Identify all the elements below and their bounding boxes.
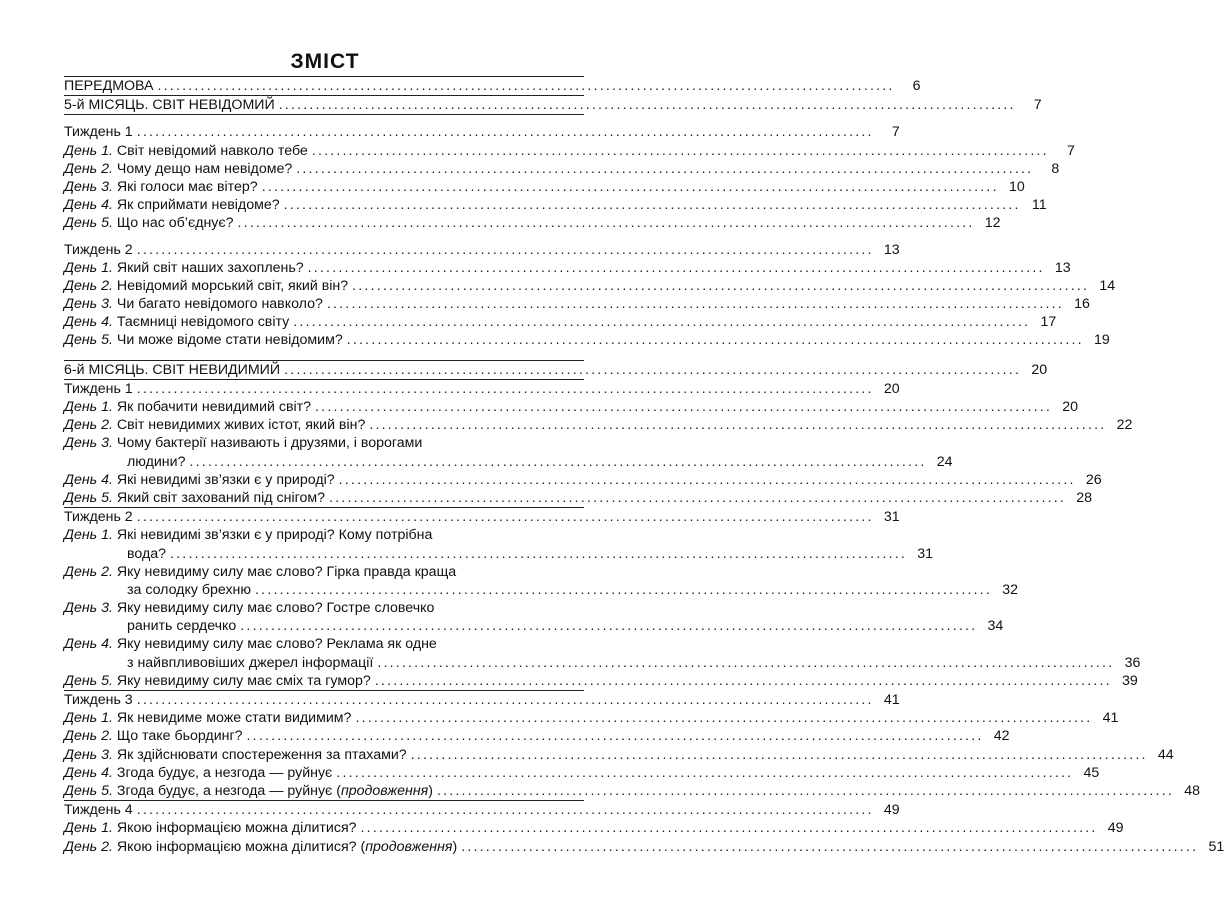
entry-label-italic: продовження xyxy=(340,782,429,799)
day-label: День 1. xyxy=(64,820,113,837)
day-label: День 3. xyxy=(64,600,113,617)
entry-label: Які невидимі зв’язки є у природі? xyxy=(116,471,335,488)
entry-label: Яку невидиму силу має слово? Гостре словечко xyxy=(116,600,435,617)
entry-label: Які невидимі зв’язки є у природі? Кому потрібна xyxy=(116,527,433,544)
toc-entry-day[interactable] xyxy=(64,526,584,544)
day-label: День 3. xyxy=(64,435,113,452)
toc-entry-week[interactable] xyxy=(64,508,900,526)
toc-entry-day[interactable] xyxy=(64,313,1057,331)
dot-leader: ........................................................................................................................ xyxy=(326,296,1064,313)
day-label: День 4. xyxy=(64,197,113,214)
dot-leader: ........................................................................................................................ xyxy=(369,417,1107,434)
dot-leader: ........................................................................................................................ xyxy=(170,545,908,562)
dot-leader: ........................................................................................................................ xyxy=(237,215,975,232)
dot-leader: ........................................................................................................................ xyxy=(136,241,874,258)
page-number: 22 xyxy=(1116,417,1133,434)
page-number: 51 xyxy=(1208,838,1224,855)
day-label: День 4. xyxy=(64,636,113,653)
dot-leader: ........................................................................................................................ xyxy=(240,618,978,635)
toc-entry-day[interactable] xyxy=(64,259,1071,277)
page-number: 20 xyxy=(883,380,900,397)
entry-label: Тиждень 3 xyxy=(64,692,133,708)
entry-label: Таємниці невідомого світу xyxy=(116,314,290,331)
page-number: 49 xyxy=(883,802,900,819)
entry-label: Як здійснювати спостереження за птахами? xyxy=(116,746,407,763)
entry-label: вода? xyxy=(127,545,167,562)
toc-entry-day[interactable] xyxy=(64,782,1200,800)
dot-leader: ........................................................................................................................ xyxy=(338,471,1076,488)
table-of-contents xyxy=(64,76,1224,856)
toc-entry-day[interactable] xyxy=(64,214,1001,232)
entry-label: Чому бактерії називають і друзями, і ворогами xyxy=(116,435,423,452)
dot-leader: ........................................................................................................................ xyxy=(296,160,1034,177)
toc-entry-day[interactable] xyxy=(64,838,1224,856)
day-label: День 5. xyxy=(64,672,113,689)
dot-leader: ........................................................................................................................ xyxy=(136,802,874,819)
entry-label: Згода будує, а незгода — руйнує xyxy=(116,764,333,781)
page-number: 13 xyxy=(883,241,900,258)
toc-entry-day[interactable] xyxy=(64,331,1110,349)
toc-entry-month-5[interactable] xyxy=(64,96,1042,114)
toc-entry-day[interactable] xyxy=(64,398,1079,416)
day-label: День 1. xyxy=(64,399,113,415)
entry-label: за солодку брехню xyxy=(127,581,252,598)
entry-label: Чи може відоме стати невідомим? xyxy=(116,332,343,349)
page-number: 8 xyxy=(1051,160,1060,177)
page-number: 41 xyxy=(883,692,900,708)
dot-leader: ........................................................................................................................ xyxy=(261,178,999,195)
entry-label: 6-й МІСЯЦЬ. СВІТ НЕВИДИМИЙ xyxy=(64,361,281,378)
toc-entry-day[interactable] xyxy=(64,434,584,452)
dot-leader: ........................................................................................................................ xyxy=(136,509,874,526)
day-label: День 2. xyxy=(64,417,113,434)
dot-leader: ........................................................................................................................ xyxy=(189,453,927,470)
day-label: День 5. xyxy=(64,489,113,506)
entry-label: Що нас об’єднує? xyxy=(116,215,234,232)
dot-leader: ........................................................................................................................ xyxy=(136,380,874,397)
dot-leader: ........................................................................................................................ xyxy=(377,654,1115,671)
day-label: День 1. xyxy=(64,710,113,727)
toc-entry-day[interactable] xyxy=(64,727,1010,745)
dot-leader: ........................................................................................................................ xyxy=(157,78,895,94)
entry-label-close: ) xyxy=(452,838,458,855)
day-label: День 1. xyxy=(64,142,113,159)
page-number: 28 xyxy=(1076,489,1093,506)
page-number: 6 xyxy=(912,78,921,94)
toc-entry-week[interactable] xyxy=(64,691,900,709)
toc-entry-month-6[interactable] xyxy=(64,361,1048,379)
page-number: 11 xyxy=(1031,197,1047,214)
toc-entry-day[interactable] xyxy=(64,160,1060,178)
page-number: 32 xyxy=(1002,581,1019,598)
page-number: 26 xyxy=(1085,471,1102,488)
dot-leader: ........................................................................................................................ xyxy=(307,259,1045,276)
entry-label: Невідомий морський світ, який він? xyxy=(116,277,349,294)
entry-label: Тиждень 1 xyxy=(64,124,133,141)
page-number: 17 xyxy=(1040,314,1057,331)
dot-leader: ........................................................................................................................ xyxy=(136,692,874,708)
dot-leader: ........................................................................................................................ xyxy=(374,672,1112,689)
page-number: 7 xyxy=(1033,97,1042,114)
dot-leader: ........................................................................................................................ xyxy=(355,710,1093,727)
page-number: 10 xyxy=(1008,178,1025,195)
page-number: 20 xyxy=(1062,399,1079,415)
entry-label: Якою інформацією можна ділитися? ( xyxy=(116,838,366,855)
toc-entry-day[interactable] xyxy=(64,764,1100,782)
page-number: 49 xyxy=(1107,820,1124,837)
page-number: 45 xyxy=(1083,764,1100,781)
day-label: День 5. xyxy=(64,332,113,349)
entry-label: Світ невідомий навколо тебе xyxy=(116,142,308,159)
entry-label: Тиждень 4 xyxy=(64,802,133,819)
page-number: 24 xyxy=(936,453,953,470)
toc-entry-day[interactable] xyxy=(64,471,1102,489)
day-label: День 3. xyxy=(64,296,113,313)
page-number: 48 xyxy=(1184,782,1200,799)
toc-entry-continuation[interactable] xyxy=(64,581,1019,599)
toc-entry-continuation[interactable] xyxy=(64,654,1141,672)
dot-leader: ........................................................................................................................ xyxy=(360,820,1098,837)
day-label: День 2. xyxy=(64,728,113,745)
dot-leader: ........................................................................................................................ xyxy=(329,489,1067,506)
page-number: 16 xyxy=(1074,296,1090,313)
day-label: День 4. xyxy=(64,764,113,781)
page-number: 31 xyxy=(883,509,900,526)
toc-entry-week[interactable] xyxy=(64,241,900,259)
entry-label: Яку невидиму силу має слово? Реклама як одне xyxy=(116,636,437,653)
toc-entry-continuation[interactable] xyxy=(64,617,1004,635)
entry-label: Тиждень 2 xyxy=(64,509,133,526)
entry-label: Тиждень 2 xyxy=(64,241,133,258)
toc-entry-day[interactable] xyxy=(64,178,1025,196)
toc-entry-week[interactable] xyxy=(64,380,900,398)
toc-entry-continuation[interactable] xyxy=(64,453,953,471)
day-label: День 2. xyxy=(64,563,113,580)
entry-label: Чи багато невідомого навколо? xyxy=(116,296,323,313)
day-label: День 1. xyxy=(64,259,113,276)
toc-entry-day[interactable] xyxy=(64,746,1174,764)
dot-leader: ........................................................................................................................ xyxy=(336,764,1074,781)
toc-entry-week[interactable] xyxy=(64,801,900,819)
dot-leader: ........................................................................................................................ xyxy=(278,97,1016,114)
day-label: День 2. xyxy=(64,838,113,855)
entry-label: Як сприймати невідоме? xyxy=(116,197,280,214)
day-label: День 3. xyxy=(64,746,113,763)
page-title: ЗМІСТ xyxy=(290,50,360,73)
toc-entry-day[interactable] xyxy=(64,635,584,653)
entry-label: ПЕРЕДМОВА xyxy=(64,78,154,94)
toc-entry-day[interactable] xyxy=(64,295,1090,313)
entry-label-close: ) xyxy=(428,782,433,799)
toc-entry-day[interactable] xyxy=(64,277,1116,295)
toc-entry-continuation[interactable] xyxy=(64,545,934,563)
entry-label: Яку невидиму силу має сміх та гумор? xyxy=(116,672,371,689)
page-number: 7 xyxy=(891,124,900,141)
entry-label: Якою інформацією можна ділитися? xyxy=(116,820,357,837)
dot-leader: ........................................................................................................................ xyxy=(255,581,993,598)
entry-label: Який світ захований під снігом? xyxy=(116,489,326,506)
entry-label: Що таке бьординг? xyxy=(116,728,243,745)
toc-entry-week[interactable] xyxy=(64,123,900,141)
day-label: День 3. xyxy=(64,178,113,195)
dot-leader: ........................................................................................................................ xyxy=(461,838,1199,855)
entry-label-italic: продовження xyxy=(365,838,453,855)
page-number: 39 xyxy=(1122,672,1138,689)
page-number: 12 xyxy=(984,215,1001,232)
toc-entry-day[interactable] xyxy=(64,709,1119,727)
entry-label: Тиждень 1 xyxy=(64,380,133,397)
toc-entry-day[interactable] xyxy=(64,819,1124,837)
dot-leader: ........................................................................................................................ xyxy=(346,332,1084,349)
toc-entry-day[interactable] xyxy=(64,672,1138,690)
entry-label: 5-й МІСЯЦЬ. СВІТ НЕВІДОМИЙ xyxy=(64,97,275,114)
page-number: 13 xyxy=(1054,259,1071,276)
entry-label: Яку невидиму силу має слово? Гірка правда краща xyxy=(116,563,457,580)
page-number: 31 xyxy=(917,545,934,562)
page-number: 44 xyxy=(1157,746,1174,763)
day-label: День 2. xyxy=(64,277,113,294)
dot-leader: ........................................................................................................................ xyxy=(315,399,1053,415)
toc-entry-day[interactable] xyxy=(64,563,584,581)
entry-label: Згода будує, а незгода — руйнує ( xyxy=(116,782,341,799)
day-label: День 2. xyxy=(64,160,113,177)
page-number: 36 xyxy=(1124,654,1141,671)
day-label: День 1. xyxy=(64,527,113,544)
page-number: 14 xyxy=(1099,277,1116,294)
dot-leader: ........................................................................................................................ xyxy=(311,142,1049,159)
page-number: 19 xyxy=(1093,332,1110,349)
entry-label: людини? xyxy=(127,453,186,470)
day-label: День 4. xyxy=(64,471,113,488)
day-label: День 5. xyxy=(64,782,113,799)
entry-label: Який світ наших захоплень? xyxy=(116,259,304,276)
entry-label: Чому дещо нам невідоме? xyxy=(116,160,293,177)
entry-label: з найвпливовіших джерел інформації xyxy=(127,654,374,671)
toc-entry-foreword[interactable] xyxy=(64,77,921,95)
dot-leader: ........................................................................................................................ xyxy=(410,746,1148,763)
dot-leader: ........................................................................................................................ xyxy=(246,728,984,745)
page-number: 7 xyxy=(1066,142,1075,159)
dot-leader: ........................................................................................................................ xyxy=(436,782,1174,799)
page-number: 41 xyxy=(1102,710,1119,727)
day-label: День 5. xyxy=(64,215,113,232)
dot-leader: ........................................................................................................................ xyxy=(293,314,1031,331)
page-number: 42 xyxy=(993,728,1010,745)
toc-entry-day[interactable] xyxy=(64,416,1133,434)
toc-entry-day[interactable] xyxy=(64,142,1075,160)
page-number: 34 xyxy=(987,618,1004,635)
page-number: 20 xyxy=(1031,361,1048,378)
dot-leader: ........................................................................................................................ xyxy=(284,361,1022,378)
toc-entry-day[interactable] xyxy=(64,599,584,617)
entry-label: Світ невидимих живих істот, який він? xyxy=(116,417,366,434)
toc-entry-day[interactable] xyxy=(64,196,1047,214)
entry-label: Як невидиме може стати видимим? xyxy=(116,710,352,727)
day-label: День 4. xyxy=(64,314,113,331)
entry-label: ранить сердечко xyxy=(127,618,237,635)
entry-label: Як побачити невидимий світ? xyxy=(116,399,312,415)
entry-label: Які голоси має вітер? xyxy=(116,178,258,195)
toc-entry-day[interactable] xyxy=(64,489,1093,507)
dot-leader: ........................................................................................................................ xyxy=(283,197,1021,214)
dot-leader: ........................................................................................................................ xyxy=(136,124,874,141)
dot-leader: ........................................................................................................................ xyxy=(352,277,1090,294)
